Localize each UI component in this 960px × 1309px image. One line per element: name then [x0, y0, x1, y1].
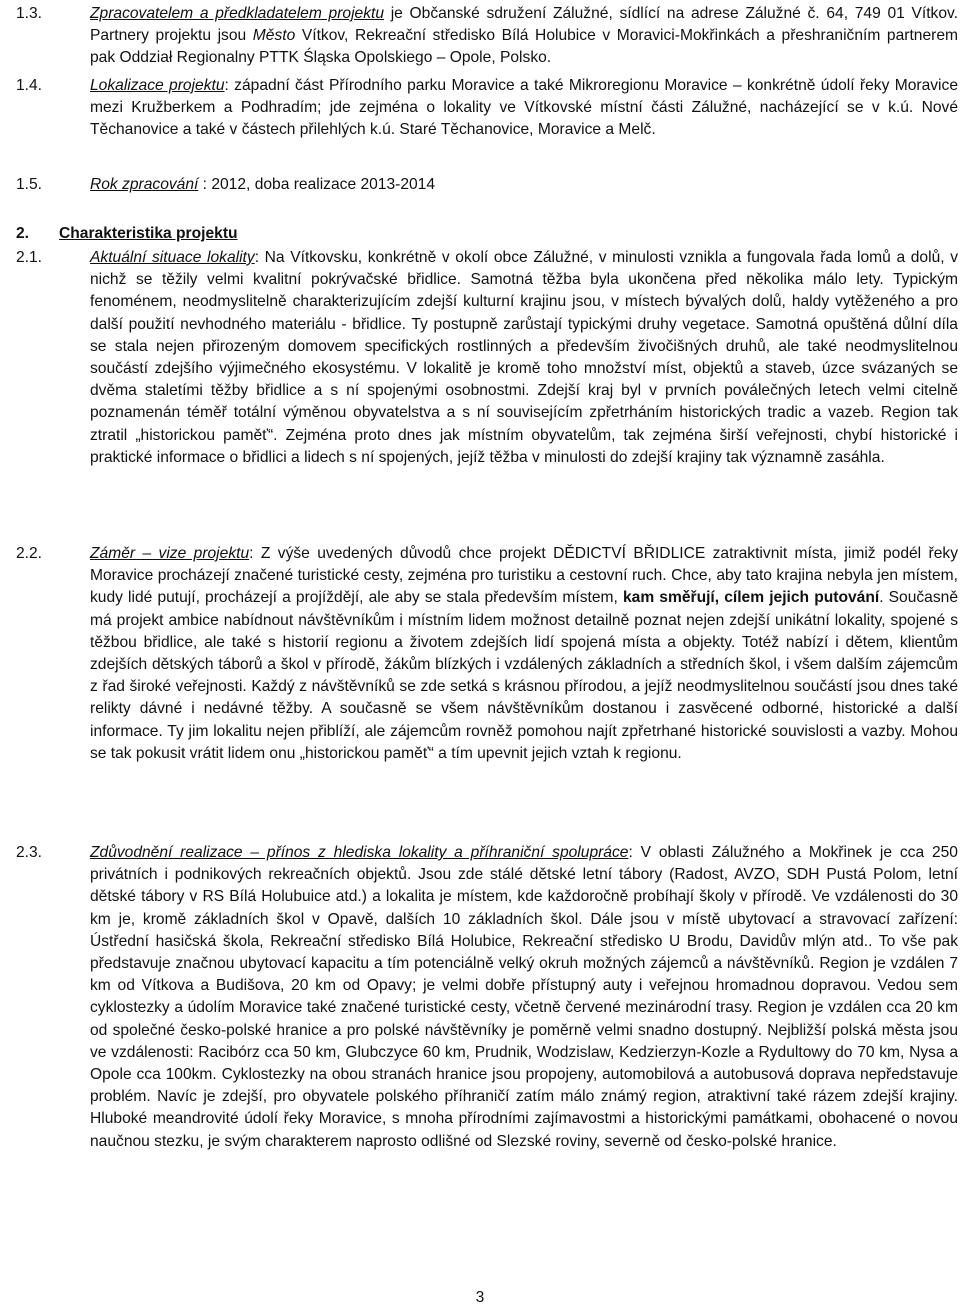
section-2-2 — [16, 543, 958, 765]
section-1-3 — [16, 3, 958, 70]
section-label: Zpracovatelem a předkladatelem projektu — [90, 5, 385, 22]
section-number: 1.5. — [16, 176, 43, 193]
section-number: 1.4. — [16, 77, 43, 94]
section-label: Zdůvodnění realizace – přínos z hlediska lokality a příhraniční spolupráce — [90, 844, 629, 861]
heading-title: Charakteristika projektu — [59, 225, 238, 242]
section-paragraph: Zpracovatelem a předkladatelem projektu je Občanské sdružení Zálužné, sídlící na adrese Zálužné č. 64, 749 01 Vítkov. Partnery projektu jsou Město Vítkov, Rekreační středisko Bílá Holubice v Moravici-Mokřinkách a přeshraničním partnerem pak Oddział Regionalny PTTK Śląska Opolskiego – Opole, Polsko. — [90, 5, 958, 67]
section-2-3 — [16, 842, 958, 1153]
section-paragraph: Zdůvodnění realizace – přínos z hlediska lokality a příhraniční spolupráce: V oblasti Zálužného a Mokřinek je cca 250 privátních i podnikových rekreačních objektů. Jsou zde stálé dětské letní tábory (Radost, AVZO, SDH Pustá Polom, letní dětské tábory v RS Bílá Holubuice atd.) a lokalita je místem, kde každoročně probíhají školy v přírodě. Ve vzdálenosti do 30 km je, kromě základních škol v Opavě, dalších 10 základních škol. Dále jsou v místě ubytovací a stravovací zařízení: Ústřední hasičská škola, Rekreační středisko Bílá Holubice, Rekreační středisko U Brodu, Davidův mlýn atd.. To vše pak představuje značnou ubytovací kapacitu a tím potenciálně velký okruh možných zájemců a návštěvníků. Region je vzdálen 7 km od Vítkova a Budišova, 20 km od Opavy; je velmi dobře přístupný auty i veřejnou hromadnou dopravou. Vedou sem cyklostezky a údolím Moravice také značené turistické cesty, včetně červené mezinárodní trasy. Region je vzdálen cca 20 km od společné česko-polské hranice a pro polské návštěvníky je poměrně velmi snadno dostupný. Nejbližší polská města jsou ve vzdálenosti: Racibórz cca 50 km, Glubczyce 60 km, Prudnik, Wodzislaw, Kedzierzyn-Kozle a Rydultowy do 70 km, Nysa a Opole cca 100km. Cyklostezky na obou stranách hranice jsou propojeny, automobilová a autobusová doprava nepředstavuje problém. Navíc je zdejší, pro obyvatele polského příhraničí zatím málo známý region, atraktivní také rázem zdejší krajiny. Hluboké meandrovité údolí řeky Moravice, s mnoha přírodními zajímavostmi a historickými památkami, obohacené o novou naučnou stezku, je svým charakterem naprosto odlišné od Slezské roviny, severně od česko-polské hranice. — [90, 844, 958, 1150]
section-paragraph: Záměr – vize projektu: Z výše uvedených důvodů chce projekt DĚDICTVÍ BŘIDLICE zatraktivnit místa, jimiž podél řeky Moravice procházejí značené turistické cesty, zejména pro turistiku a cestovní ruch. Chce, aby tato krajina nebyla jen místem, kudy lidé putují, procházejí a projíždějí, ale aby se stala především místem, kam směřují, cílem jejich putování. Současně má projekt ambice nabídnout návštěvníkům i místním lidem možnost detailně poznat nejen zdejší unikátní lokality, spojené s těžbou břidlice, ale také s historií regionu a životem zdejších lidí spojená místa a objekty. Totéž nabízí i dětem, klientům zdejších dětských táborů a škol v přírodě, žákům blízkých i vzdálených základních a středních škol, i všem dalším zájemcům z řad široké veřejnosti. Každý z návštěvníků se zde setká s krásnou přírodou, a jejíž neodmyslitelnou součástí jsou dnes také relikty dávné i nedávné těžby. A současně se všem návštěvníkům dostanou i zasvěcené odborné, historické a další informace. Ty jim lokalitu nejen přiblíží, ale zájemcům rovněž pomohou najít zpřetrhané historické souvislosti a vazby. Mohou se tak pokusit vrátit lidem onu „historickou paměť“ a tím upevnit jejich vztah k regionu. — [90, 545, 958, 762]
section-1-5 — [16, 174, 958, 196]
bold-emphasis: kam směřují, cílem jejich putování — [622, 589, 880, 607]
heading-number: 2. — [16, 225, 30, 242]
section-label: Lokalizace projektu — [90, 77, 225, 94]
section-label: Aktuální situace lokality — [90, 249, 255, 266]
partner-emphasis: Město — [252, 27, 296, 45]
section-1-4 — [16, 75, 958, 142]
section-number: 2.3. — [16, 844, 43, 861]
section-2-1 — [16, 247, 958, 469]
section-label: Záměr – vize projektu — [90, 545, 250, 562]
page-number: 3 — [475, 1289, 485, 1306]
section-number: 1.3. — [16, 5, 43, 22]
section-paragraph: Aktuální situace lokality: Na Vítkovsku, konkrétně v okolí obce Zálužné, v minulosti vznikla a fungovala řada lomů a dolů, v nichž se těžily velmi kvalitní pokrývačské břidlice. Samotná těžba byla ukončena před několika málo lety. Typickým fenoménem, neodmyslitelně charakterizujícím zdejší kulturní krajinu jsou, v místech bývalých dolů, haldy vytěženého a pro další použití nevhodného materiálu - břidlice. Ty postupně zarůstají typickými druhy vegetace. Samotná opuštěná důlní díla se stala nejen přirozeným domovem specifických rostlinných a především živočišných druhů, ale také neodmyslitelnou součástí zdejšího výjimečného ekosystému. V lokalitě je kromě toho množství míst, objektů a staveb, úzce svázaných se dvěma staletími těžby břidlice a s ní spojenými osobnostmi. Zdejší kraj byl v prvních poválečných letech velmi citelně poznamenán téměř totální výměnou obyvatelstva a s ní souvisejícím zpřetrháním historických tradic a vazeb. Region tak ztratil „historickou paměť“. Zejména proto dnes jak místním obyvatelům, tak zejména širší veřejnosti, chybí historické i praktické informace o břidlici a lidech s ní spojených, jejíž těžba v minulosti do zdejší krajiny tak významně zasáhla. — [90, 249, 958, 466]
section-number: 2.2. — [16, 545, 43, 562]
section-label: Rok zpracování — [90, 176, 199, 193]
section-heading-2 — [16, 223, 238, 245]
section-number: 2.1. — [16, 249, 43, 266]
section-paragraph: Lokalizace projektu: západní část Přírodního parku Moravice a také Mikroregionu Moravice – konkrétně údolí řeky Moravice mezi Kružberkem a Podhradím; jde zejména o lokality ve Vítkovské místní části Zálužné, nacházející se v k.ú. Nové Těchanovice a také v částech přilehlých k.ú. Staré Těchanovice, Moravice a Melč. — [90, 77, 958, 139]
section-paragraph: Rok zpracování : 2012, doba realizace 2013-2014 — [90, 176, 436, 193]
